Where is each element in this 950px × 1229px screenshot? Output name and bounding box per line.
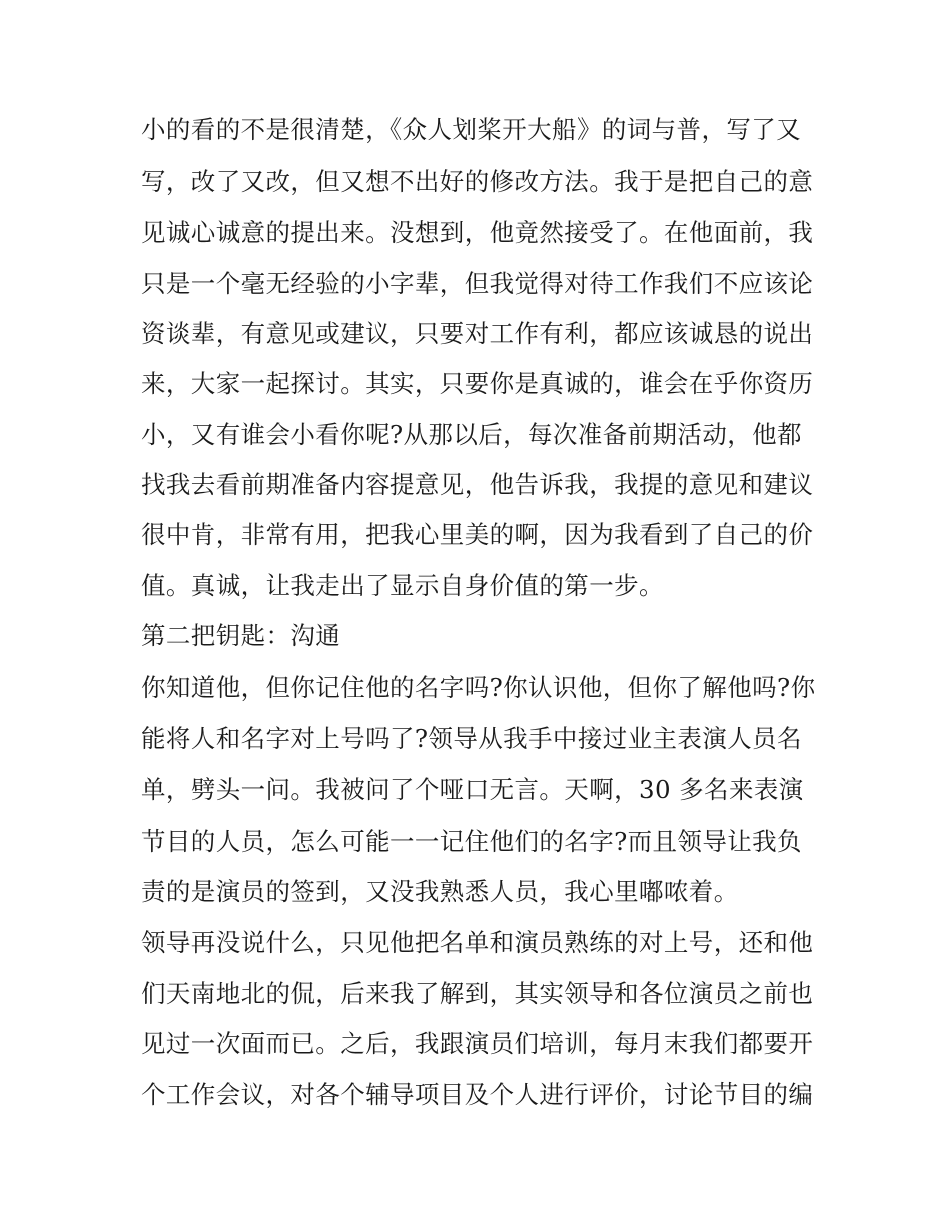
paragraph-line: 你知道他，但你记住他的名字吗?你认识他，但你了解他吗?你 (141, 673, 816, 702)
paragraph-line: 领导再没说什么，只见他把名单和演员熟练的对上号，还和他 (141, 928, 814, 957)
paragraph-line: 值。真诚，让我走出了显示自身价值的第一步。 (141, 571, 664, 600)
paragraph-line: 见诚心诚意的提出来。没想到，他竟然接受了。在他面前，我 (141, 218, 814, 247)
paragraph-line: 找我去看前期准备内容提意见，他告诉我，我提的意见和建议 (141, 470, 814, 499)
section-heading: 第二把钥匙：沟通 (141, 621, 341, 650)
paragraph-line: 写，改了又改，但又想不出好的修改方法。我于是把自己的意 (141, 167, 814, 196)
paragraph-line: 小，又有谁会小看你呢?从那以后，每次准备前期活动，他都 (141, 420, 802, 449)
paragraph-line: 责的是演员的签到，又没我熟悉人员，我心里嘟哝着。 (141, 877, 739, 906)
paragraph-line: 能将人和名字对上号吗了?领导从我手中接过业主表演人员名 (141, 724, 802, 753)
paragraph-line: 来，大家一起探讨。其实，只要你是真诚的，谁会在乎你资历 (141, 369, 814, 398)
paragraph-line: 只是一个毫无经验的小字辈，但我觉得对待工作我们不应该论 (141, 269, 814, 298)
paragraph-line: 很中肯，非常有用，把我心里美的啊，因为我看到了自己的价 (141, 520, 814, 549)
paragraph-line: 们天南地北的侃，后来我了解到，其实领导和各位演员之前也 (141, 979, 814, 1008)
paragraph-line: 个工作会议，对各个辅导项目及个人进行评价，讨论节目的编 (141, 1080, 814, 1109)
paragraph-line: 小的看的不是很清楚，《众人划桨开大船》的词与普，写了又 (141, 115, 802, 144)
paragraph-line: 资谈辈，有意见或建议，只要对工作有利，都应该诚恳的说出 (141, 319, 814, 348)
paragraph-line: 见过一次面而已。之后，我跟演员们培训，每月末我们都要开 (141, 1029, 814, 1058)
paragraph-line: 节目的人员，怎么可能一一记住他们的名字?而且领导让我负 (141, 827, 802, 856)
paragraph-line: 单，劈头一问。我被问了个哑口无言。天啊，30 多名来表演 (141, 775, 804, 804)
